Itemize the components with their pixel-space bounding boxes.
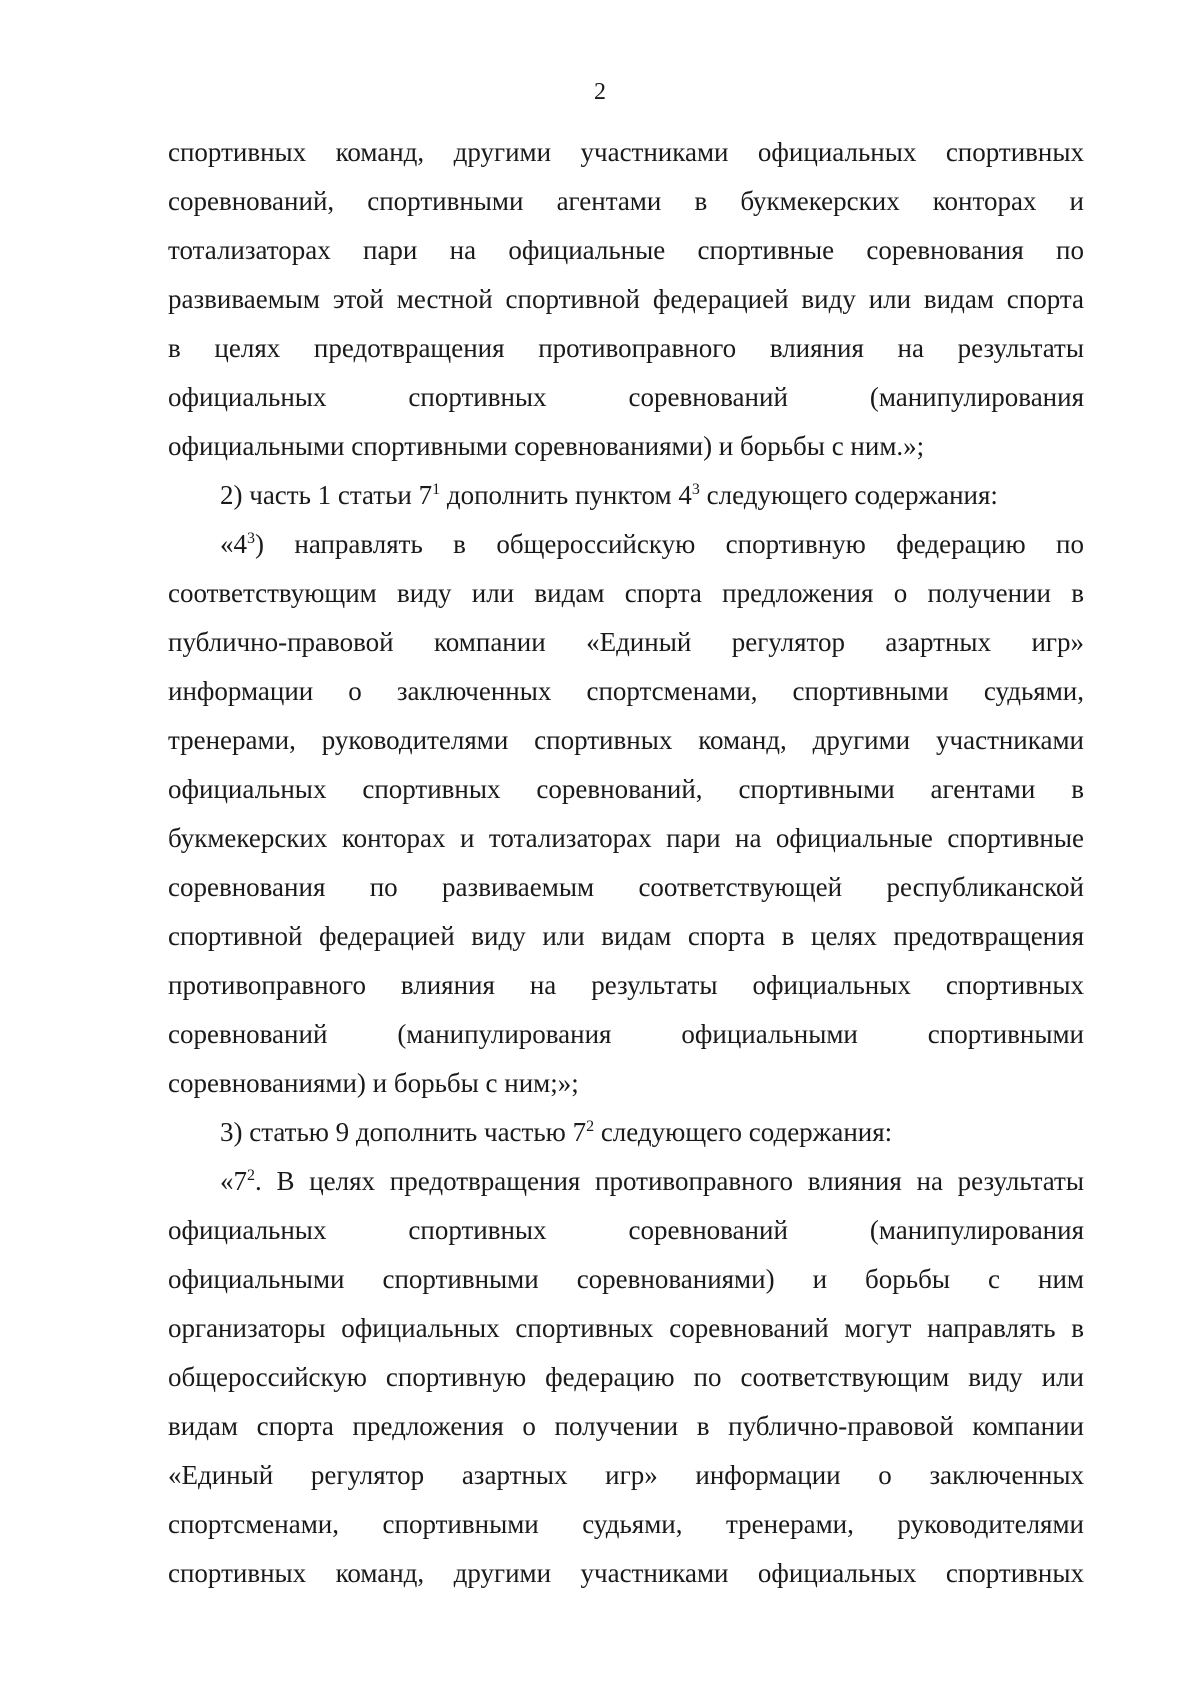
text-line: соревнования по развиваемым соответствующей республиканской [168, 872, 1084, 902]
text-line: 3) статью 9 дополнить частью $7^2$ следующего содержания: [220, 1117, 893, 1147]
text-line: соревнований (манипулирования официальными спортивными [168, 1019, 1084, 1049]
paragraph-quote-7-2 [168, 1157, 1084, 1598]
paragraph-continuation [168, 128, 1084, 471]
text-line: соревнованиями) и борьбы с ним;»; [168, 1068, 579, 1098]
superscript: 1 [432, 481, 441, 498]
text-line: официальных спортивных соревнований (манипулирования [168, 1215, 1084, 1245]
text-line: «Единый регулятор азартных игр» информации о заключенных [168, 1460, 1084, 1490]
text-line: информации о заключенных спортсменами, спортивными судьями, [168, 676, 1084, 706]
text-line: противоправного влияния на результаты официальных спортивных [168, 970, 1084, 1000]
text-line: официальными спортивными соревнованиями) и борьбы с ним [168, 1264, 1084, 1294]
paragraph-item-2 [168, 471, 1084, 520]
superscript: 2 [586, 1118, 595, 1135]
text-line: развиваемым этой местной спортивной федерацией виду или видам спорта [168, 284, 1084, 314]
superscript: 3 [247, 530, 255, 547]
text-line: спортивных команд, другими участниками официальных спортивных [168, 137, 1084, 167]
text-line: официальных спортивных соревнований, спортивными агентами в [168, 774, 1084, 804]
document-body [168, 128, 1084, 1598]
text-line: публично-правовой компании «Единый регулятор азартных игр» [168, 627, 1084, 657]
superscript: 3 [691, 481, 700, 498]
superscript: 2 [247, 1167, 255, 1184]
text-line: соответствующим виду или видам спорта предложения о получении в [168, 578, 1084, 608]
text-line: официальными спортивными соревнованиями) и борьбы с ним.»; [168, 431, 925, 461]
text-line: тотализаторах пари на официальные спортивные соревнования по [168, 235, 1084, 265]
text-line: организаторы официальных спортивных соревнований могут направлять в [168, 1313, 1084, 1343]
text-line: в целях предотвращения противоправного влияния на результаты [168, 333, 1084, 363]
paragraph-quote-4-3 [168, 520, 1084, 1108]
text-line: спортивной федерацией виду или видам спорта в целях предотвращения [168, 921, 1084, 951]
text-line: общероссийскую спортивную федерацию по соответствующим виду или [168, 1362, 1084, 1392]
text-line: «$4^3$) направлять в общероссийскую спортивную федерацию по [220, 529, 1084, 559]
text-line: тренерами, руководителями спортивных команд, другими участниками [168, 725, 1084, 755]
text-line: соревнований, спортивными агентами в букмекерских конторах и [168, 186, 1084, 216]
text-line: официальных спортивных соревнований (манипулирования [168, 382, 1084, 412]
text-line: букмекерских конторах и тотализаторах пари на официальные спортивные [168, 823, 1084, 853]
paragraph-item-3 [168, 1108, 1084, 1157]
text-line: «$7^2$. В целях предотвращения противоправного влияния на результаты [220, 1166, 1084, 1196]
text-line: видам спорта предложения о получении в публично-правовой компании [168, 1411, 1084, 1441]
text-line: спортсменами, спортивными судьями, тренерами, руководителями [168, 1509, 1084, 1539]
page-number: 2 [594, 79, 606, 105]
text-line: 2) часть 1 статьи $7^1$ дополнить пунктом $4^3$ следующего содержания: [220, 480, 998, 510]
text-line: спортивных команд, другими участниками официальных спортивных [168, 1558, 1084, 1588]
